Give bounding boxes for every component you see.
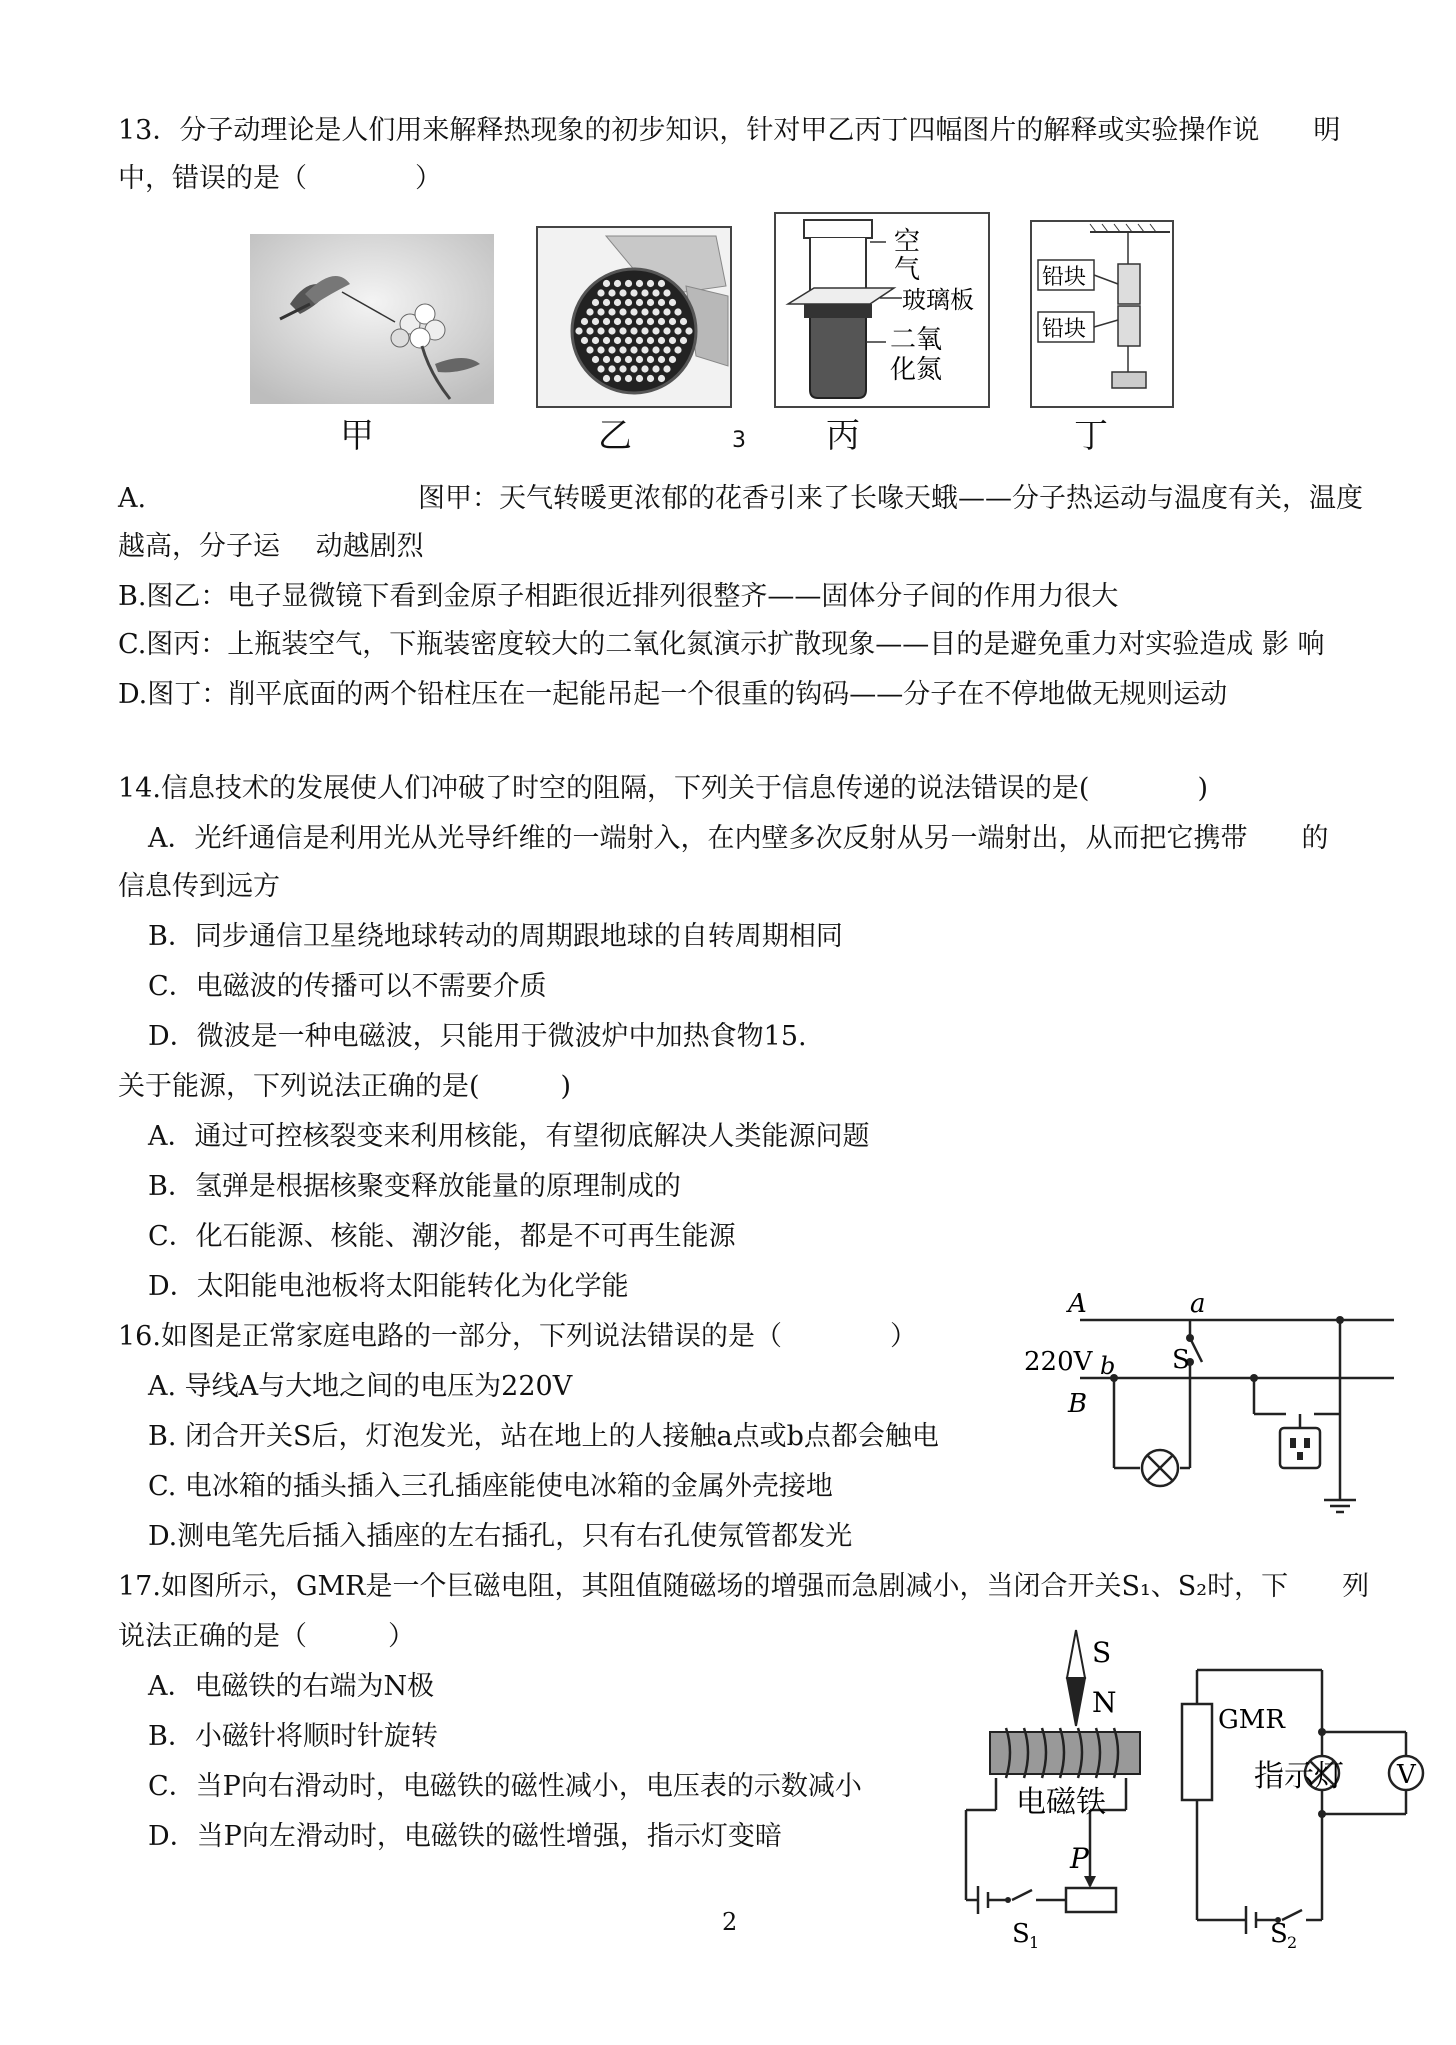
gold-atom [630,365,637,372]
label-electromagnet: 电磁铁 [1016,1785,1106,1820]
q17-option-b: B．小磁针将顺时针旋转 [148,1721,438,1752]
label-switch-s2-sub: 2 [1287,1933,1298,1952]
gold-atom [658,356,665,363]
label-gmr: GMR [1218,1705,1285,1735]
q14-stem: 14.信息技术的发展使人们冲破了时空的阻隔，下列关于信息传递的说法错误的是( ) [118,773,1209,804]
gold-atom [581,337,588,344]
label-needle-s: S [1092,1636,1112,1669]
page-number: 2 [722,1908,738,1936]
gold-atom [641,346,648,353]
label-switch-s: S [1172,1345,1190,1375]
gold-atom [597,365,604,372]
label-lead-2: 铅块 [1042,317,1087,342]
gold-atom [625,337,632,344]
gold-atom [652,289,659,296]
gold-atom [608,346,615,353]
gold-atom [669,299,676,306]
gold-atom [685,327,692,334]
gold-atom [597,289,604,296]
gold-atom [663,346,670,353]
gold-atom [619,365,626,372]
gold-atom [614,299,621,306]
q13-option-a: 图甲：天气转暖更浓郁的花香引来了长喙天蛾——分子热运动与温度有关，温度 [418,483,1363,514]
gold-atom [608,289,615,296]
gold-atom [636,280,643,287]
q15-stem: 关于能源，下列说法正确的是( ) [118,1071,572,1102]
label-nitrogen-2: 化氮 [890,355,943,385]
label-point-a: a [1190,1289,1206,1319]
label-lead-1: 铅块 [1042,265,1087,290]
gold-atom [614,337,621,344]
gold-atom [619,327,626,334]
gold-atom [652,365,659,372]
gold-atom [658,280,665,287]
gold-atom [619,289,626,296]
q16-stem: 16.如图是正常家庭电路的一部分，下列说法错误的是（ ） [118,1321,917,1352]
label-voltage: 220V [1024,1347,1093,1377]
gold-atom [597,346,604,353]
gold-atom [619,308,626,315]
gold-atom [641,327,648,334]
caption-yi: 乙 [598,416,632,456]
gold-atom [636,337,643,344]
q14-option-d: D．微波是一种电磁波，只能用于微波炉中加热食物15. [148,1021,807,1052]
label-voltmeter: V [1397,1760,1416,1790]
gold-atom [647,356,654,363]
q13-option-d: D.图丁：削平底面的两个铅柱压在一起能吊起一个很重的钩码——分子在不停地做无规则运动 [118,679,1228,710]
gold-atom [674,327,681,334]
q13-option-b: B.图乙：电子显微镜下看到金原子相距很近排列很整齐——固体分子间的作用力很大 [118,581,1119,612]
gold-atoms-image [536,226,732,408]
gold-atom [658,318,665,325]
household-circuit-diagram [1024,1288,1402,1520]
gold-atom [647,318,654,325]
gold-atom [586,327,593,334]
gold-atom [603,280,610,287]
gold-atom [647,375,654,382]
gold-atom [669,337,676,344]
label-qi: 气 [894,255,921,285]
gold-atom [608,308,615,315]
q17-option-a: A．电磁铁的右端为N极 [148,1671,435,1702]
gold-atom [674,346,681,353]
gold-atom [592,356,599,363]
q14-option-b: B．同步通信卫星绕地球转动的周期跟地球的自转周期相同 [148,921,843,952]
q13-option-c: C.图丙：上瓶装空气，下瓶装密度较大的二氧化氮演示扩散现象——目的是避免重力对实验造成 影 响 [118,629,1325,660]
q15-option-a: A．通过可控核裂变来利用核能，有望彻底解决人类能源问题 [148,1121,870,1152]
diffusion-bottles-diagram [774,212,990,408]
q15-option-c: C．化石能源、核能、潮汐能，都是不可再生能源 [148,1221,736,1252]
q14-option-a-cont: 信息传到远方 [118,871,280,902]
caption-bing: 丙 [826,416,860,456]
gold-atom [597,308,604,315]
label-switch-s1-sub: 1 [1029,1933,1040,1952]
gold-atom [636,356,643,363]
q13-stem-line2: 中，错误的是（ ） [118,163,442,194]
gold-atom [647,299,654,306]
gold-atom [597,327,604,334]
gold-atom [603,356,610,363]
gold-atom [592,318,599,325]
label-wire-a: A [1068,1289,1087,1319]
stray-mark: 3 [732,428,746,453]
gold-atom [641,365,648,372]
gold-atom [592,337,599,344]
gold-atom [663,327,670,334]
gold-atom [586,346,593,353]
gold-atom [603,318,610,325]
gold-atom [608,327,615,334]
gold-atom [625,280,632,287]
gold-atom [641,289,648,296]
gold-atom [625,356,632,363]
q14-option-a: A．光纤通信是利用光从光导纤维的一端射入，在内壁多次反射从另一端射出，从而把它携带 的 [148,823,1329,854]
gold-atom [663,289,670,296]
gmr-circuit-diagram [956,1628,1446,1952]
gold-atom [680,337,687,344]
gold-atom [652,346,659,353]
gold-atom [619,346,626,353]
q17-option-c: C．当P向右滑动时，电磁铁的磁性减小，电压表的示数减小 [148,1771,862,1802]
gold-atom [625,299,632,306]
gold-atom [575,327,582,334]
gold-atom [636,375,643,382]
gold-atom [652,308,659,315]
label-wire-b: B [1068,1389,1088,1419]
q13-option-a-cont: 越高，分子运 动越剧烈 [118,531,424,562]
caption-jia: 甲 [340,416,374,456]
gold-atom [603,375,610,382]
gold-atom [647,337,654,344]
gold-atom [581,318,588,325]
gold-atom [614,356,621,363]
label-switch-s2: S [1270,1919,1288,1949]
label-point-b: b [1100,1352,1116,1380]
gold-atom [630,327,637,334]
gold-atom [674,308,681,315]
q14-option-c: C．电磁波的传播可以不需要介质 [148,971,547,1002]
moth-flower-image [250,234,494,404]
label-kong: 空 [894,227,921,257]
gold-atom [608,365,615,372]
gold-atom [658,375,665,382]
gold-atom [647,280,654,287]
label-needle-n: N [1092,1686,1117,1719]
gold-atom [652,327,659,334]
label-slider-p: P [1070,1842,1089,1875]
q16-option-b: B. 闭合开关S后，灯泡发光，站在地上的人接触a点或b点都会触电 [148,1421,939,1452]
gold-atom [669,356,676,363]
lead-blocks-diagram [1030,220,1174,408]
q16-option-a: A. 导线A与大地之间的电压为220V [148,1371,573,1402]
gold-atom [641,308,648,315]
label-indicator-lamp: 指示灯 [1254,1759,1344,1794]
label-nitrogen-1: 二氧 [890,325,943,355]
gold-atom [669,318,676,325]
q16-option-c: C. 电冰箱的插头插入三孔插座能使电冰箱的金属外壳接地 [148,1471,833,1502]
gold-atom [603,299,610,306]
gold-atom [636,318,643,325]
gold-atom [658,337,665,344]
q17-stem-line2: 说法正确的是（ ） [118,1621,415,1652]
gold-atom [680,318,687,325]
caption-ding: 丁 [1074,416,1108,456]
gold-atom [614,318,621,325]
gold-atom [630,308,637,315]
gold-atom [663,365,670,372]
gold-atom [592,299,599,306]
q16-option-d: D.测电笔先后插入插座的左右插孔，只有右孔使氖管都发光 [148,1521,853,1552]
gold-atom [603,337,610,344]
gold-atom [614,280,621,287]
gold-atom [663,308,670,315]
q13-option-a-letter: A. [118,483,147,514]
gold-atom [636,299,643,306]
gold-atom [658,299,665,306]
q13-stem-line1: 13．分子动理论是人们用来解释热现象的初步知识，针对甲乙丙丁四幅图片的解释或实验操作说 明 [118,115,1341,146]
gold-atom [625,318,632,325]
gold-atom [625,375,632,382]
gold-atom [630,289,637,296]
label-switch-s1: S [1012,1919,1030,1949]
q17-option-d: D．当P向左滑动时，电磁铁的磁性增强，指示灯变暗 [148,1821,782,1852]
q15-option-b: B．氢弹是根据核聚变释放能量的原理制成的 [148,1171,681,1202]
gold-atom [630,346,637,353]
label-glass-plate: 玻璃板 [902,286,974,314]
gold-atom [586,308,593,315]
q17-stem-line1: 17.如图所示，GMR是一个巨磁电阻，其阻值随磁场的增强而急剧减小，当闭合开关S₁、S₂时，下 列 [118,1571,1370,1602]
gold-atom [614,375,621,382]
q15-option-d: D．太阳能电池板将太阳能转化为化学能 [148,1271,629,1302]
